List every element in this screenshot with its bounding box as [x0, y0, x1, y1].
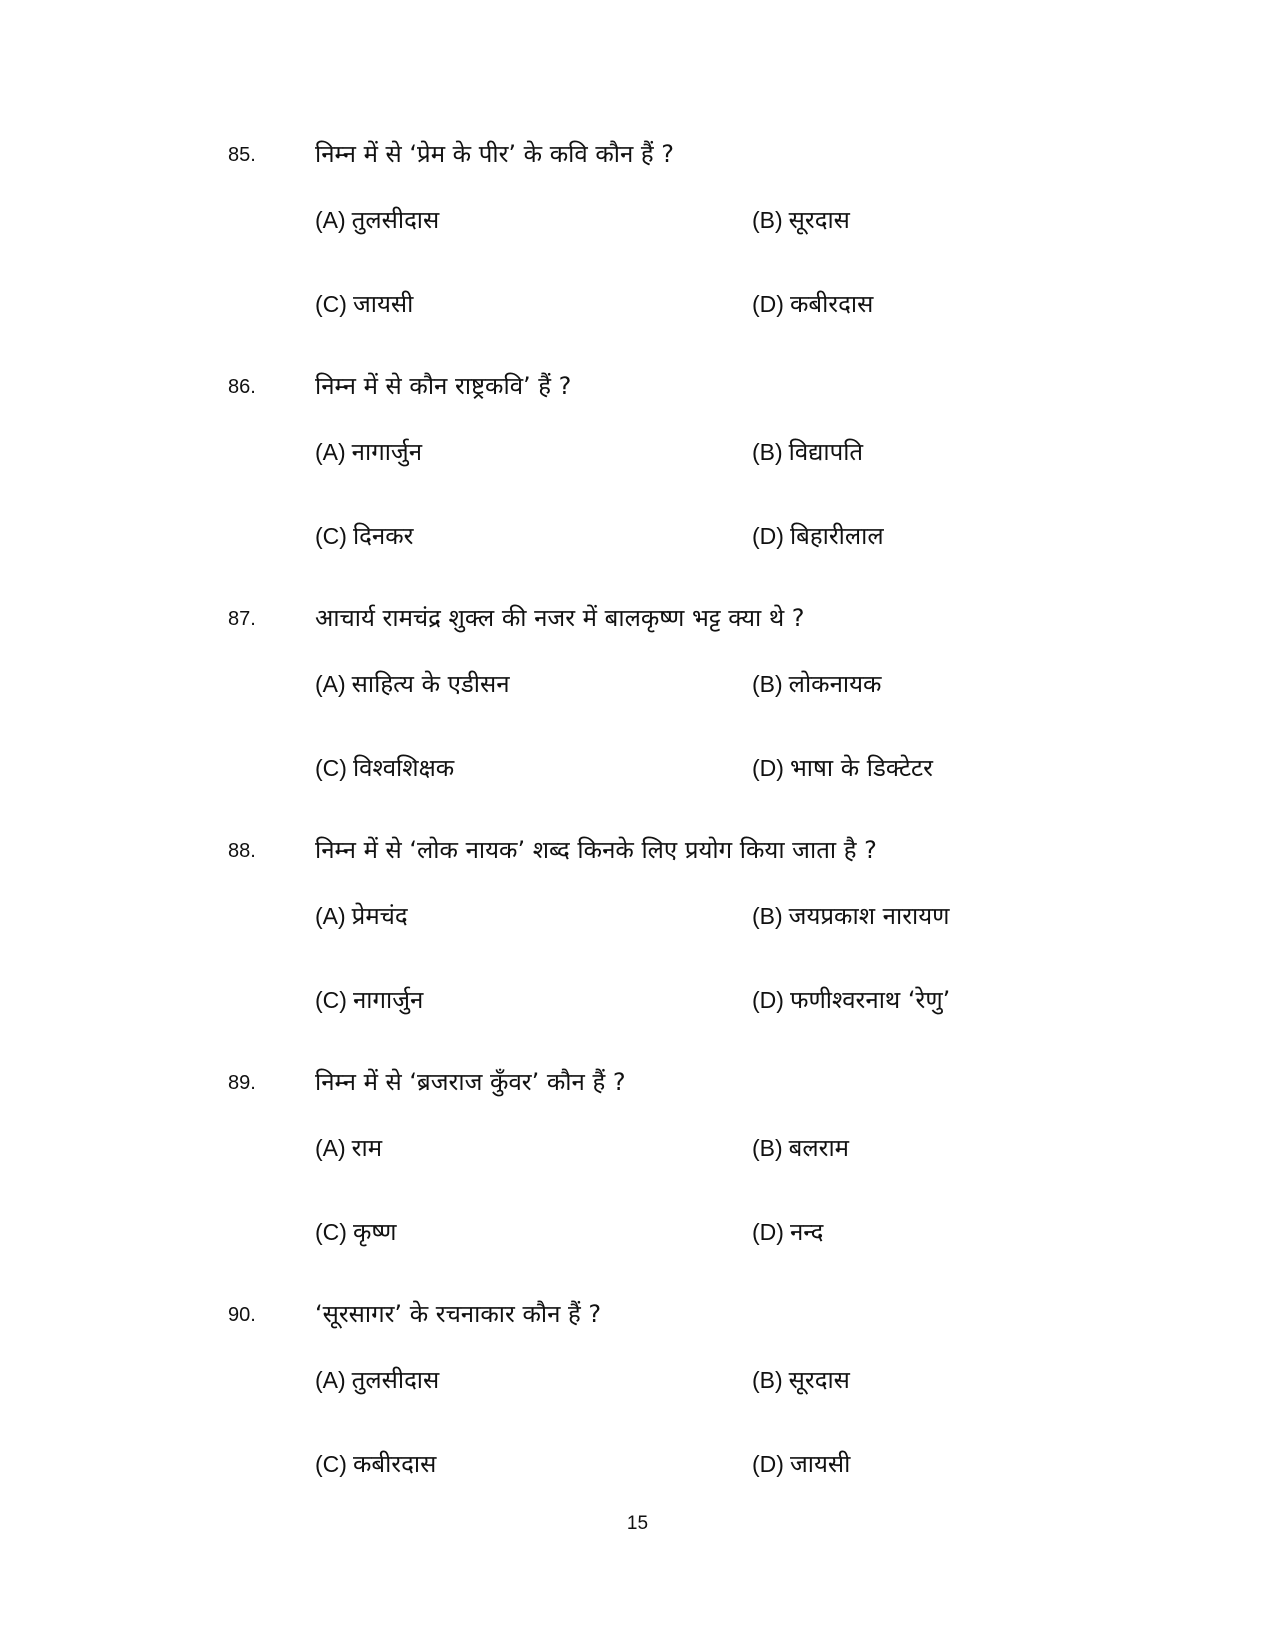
- option-a: [315, 203, 439, 237]
- option-b: [752, 1131, 849, 1165]
- question-86: [0, 373, 1275, 605]
- question-87: [0, 605, 1275, 837]
- option-text: भाषा के डिक्टेटर: [789, 754, 933, 782]
- option-label: (B): [752, 207, 783, 233]
- option-b: [752, 1363, 850, 1397]
- option-a: [315, 667, 510, 701]
- option-text: विश्वशिक्षक: [352, 754, 455, 782]
- question-number: 89.: [228, 1072, 256, 1094]
- option-text: सूरदास: [788, 206, 850, 234]
- option-label: (C): [315, 755, 347, 781]
- option-b: [752, 203, 850, 237]
- option-text: कबीरदास: [352, 1450, 437, 1478]
- option-a: [315, 899, 408, 933]
- option-a: [315, 1363, 439, 1397]
- question-text: ‘सूरसागर’ के रचनाकार कौन हैं ?: [315, 1300, 602, 1328]
- question-number: 85.: [228, 144, 256, 166]
- option-c: [315, 287, 413, 321]
- option-label: (B): [752, 903, 783, 929]
- option-label: (D): [752, 523, 784, 549]
- option-text: प्रेमचंद: [351, 902, 408, 930]
- option-text: फणीश्वरनाथ ‘रेणु’: [789, 986, 951, 1014]
- option-c: [315, 1215, 396, 1249]
- option-text: बलराम: [788, 1134, 850, 1162]
- option-text: सूरदास: [788, 1366, 850, 1394]
- option-d: [752, 519, 884, 553]
- option-label: (B): [752, 1135, 783, 1161]
- option-label: (C): [315, 1219, 347, 1245]
- option-text: नन्द: [789, 1218, 824, 1246]
- option-text: लोकनायक: [788, 670, 882, 698]
- question-text: निम्न में से ‘प्रेम के पीर’ के कवि कौन हैं ?: [315, 140, 675, 168]
- option-text: दिनकर: [352, 522, 414, 550]
- option-label: (C): [315, 291, 347, 317]
- option-text: राम: [351, 1134, 383, 1162]
- option-b: [752, 899, 950, 933]
- option-b: [752, 667, 881, 701]
- question-number: 88.: [228, 840, 256, 862]
- option-d: [752, 751, 933, 785]
- question-number: 90.: [228, 1304, 256, 1326]
- option-label: (C): [315, 1451, 347, 1477]
- option-c: [315, 751, 454, 785]
- option-text: नागार्जुन: [351, 438, 423, 466]
- option-text: बिहारीलाल: [789, 522, 884, 550]
- option-label: (A): [315, 1367, 346, 1393]
- option-text: साहित्य के एडीसन: [351, 670, 510, 698]
- option-label: (D): [752, 1451, 784, 1477]
- option-text: जयप्रकाश नारायण: [788, 902, 950, 930]
- option-label: (D): [752, 987, 784, 1013]
- question-text: निम्न में से ‘ब्रजराज कुँवर’ कौन हैं ?: [315, 1068, 626, 1096]
- option-label: (D): [752, 755, 784, 781]
- option-c: [315, 519, 413, 553]
- option-c: [315, 983, 423, 1017]
- option-a: [315, 435, 422, 469]
- option-label: (B): [752, 671, 783, 697]
- option-label: (A): [315, 671, 346, 697]
- option-text: तुलसीदास: [351, 206, 440, 234]
- option-label: (A): [315, 1135, 346, 1161]
- option-text: विद्यापति: [788, 438, 864, 466]
- option-text: कबीरदास: [789, 290, 874, 318]
- question-90: [0, 1301, 1275, 1533]
- question-text: निम्न में से ‘लोक नायक’ शब्द किनके लिए प्रयोग किया जाता है ?: [315, 836, 877, 864]
- option-label: (C): [315, 523, 347, 549]
- option-label: (B): [752, 439, 783, 465]
- question-text: निम्न में से कौन राष्ट्रकवि’ हैं ?: [315, 372, 572, 400]
- question-number: 87.: [228, 608, 256, 630]
- option-label: (B): [752, 1367, 783, 1393]
- option-label: (D): [752, 1219, 784, 1245]
- question-85: [0, 141, 1275, 373]
- option-text: जायसी: [789, 1450, 851, 1478]
- question-88: [0, 837, 1275, 1069]
- option-d: [752, 983, 950, 1017]
- option-d: [752, 1215, 823, 1249]
- question-89: [0, 1069, 1275, 1301]
- option-text: जायसी: [352, 290, 414, 318]
- option-c: [315, 1447, 436, 1481]
- option-text: कृष्ण: [352, 1218, 397, 1246]
- question-text: आचार्य रामचंद्र शुक्ल की नजर में बालकृष्ण भट्ट क्या थे ?: [315, 604, 805, 632]
- option-label: (A): [315, 903, 346, 929]
- option-label: (C): [315, 987, 347, 1013]
- option-a: [315, 1131, 382, 1165]
- option-d: [752, 1447, 850, 1481]
- question-number: 86.: [228, 376, 256, 398]
- option-label: (A): [315, 439, 346, 465]
- option-text: तुलसीदास: [351, 1366, 440, 1394]
- page-number: 15: [626, 1513, 649, 1534]
- option-label: (D): [752, 291, 784, 317]
- option-label: (A): [315, 207, 346, 233]
- option-text: नागार्जुन: [352, 986, 424, 1014]
- option-d: [752, 287, 873, 321]
- option-b: [752, 435, 863, 469]
